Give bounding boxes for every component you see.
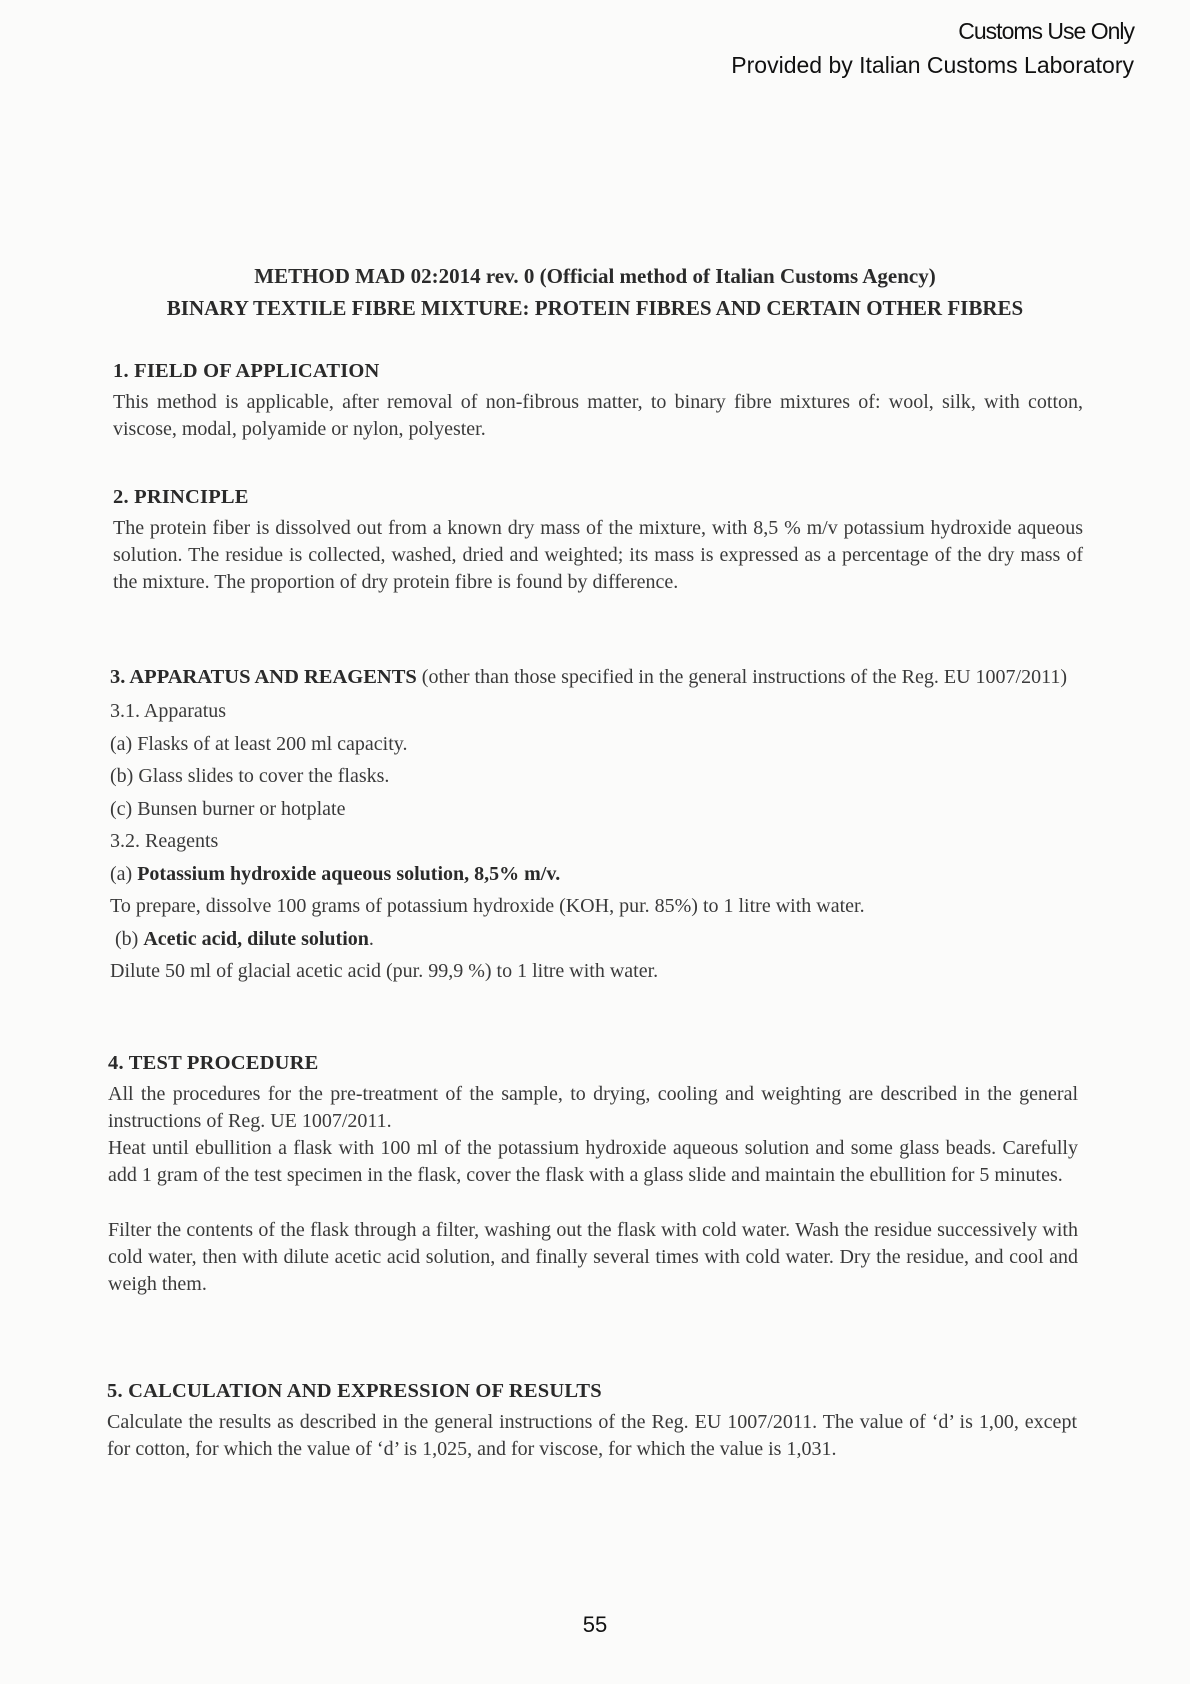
apparatus-label: 3.1. Apparatus xyxy=(110,700,227,722)
procedure-paragraph-1: All the procedures for the pre-treatment of the sample, to drying, cooling and weighting are described in the general instructions of Reg. UE 1007/2011. xyxy=(108,1083,1078,1132)
customs-use-only-label: Customs Use Only xyxy=(958,18,1134,44)
section-field-of-application xyxy=(113,358,1083,443)
reagent-b-suffix: . xyxy=(368,927,374,950)
document-title xyxy=(0,260,1190,324)
section-text: This method is applicable, after removal of non-fibrous matter, to binary fibre mixtures of: wool, silk, with cotton, viscose, modal, polyamide or nylon, polyester. xyxy=(113,391,1083,440)
procedure-paragraph-2: Heat until ebullition a flask with 100 ml of the potassium hydroxide aqueous solution and some glass beads. Carefully add 1 gram of the test specimen in the flask, cover the flask with a glass slide and maintain the ebullition for 5 minutes. xyxy=(108,1137,1078,1186)
reagent-b xyxy=(110,923,1080,956)
section-test-procedure xyxy=(108,1050,1078,1298)
apparatus-item: (c) Bunsen burner or hotplate xyxy=(110,797,346,820)
section-heading: 2. PRINCIPLE xyxy=(113,486,249,508)
reagent-a-text: To prepare, dissolve 100 grams of potassium hydroxide (KOH, pur. 85%) to 1 litre with water. xyxy=(110,895,865,917)
title-line-2: BINARY TEXTILE FIBRE MIXTURE: PROTEIN FIBRES AND CERTAIN OTHER FIBRES xyxy=(166,296,1024,320)
section-heading-note: (other than those specified in the general instructions of the Reg. EU 1007/2011) xyxy=(416,666,1067,688)
section-heading: 4. TEST PROCEDURE xyxy=(108,1052,319,1074)
reagent-a-prefix: (a) xyxy=(110,862,138,885)
reagents-label: 3.2. Reagents xyxy=(110,830,219,852)
section-text: Calculate the results as described in the general instructions of the Reg. EU 1007/2011. The value of ‘d’ is 1,00, except for cotton, for which the value of ‘d’ is 1,025, and for viscose, for which the value is 1,031. xyxy=(107,1411,1077,1460)
section-principle xyxy=(113,484,1083,596)
section-apparatus-and-reagents xyxy=(110,664,1080,988)
reagent-b-prefix: (b) xyxy=(110,927,144,950)
section-heading: 1. FIELD OF APPLICATION xyxy=(113,360,380,382)
reagent-b-name: Acetic acid, dilute solution xyxy=(143,927,369,950)
reagent-b-text: Dilute 50 ml of glacial acetic acid (pur. 99,9 %) to 1 litre with water. xyxy=(110,960,659,982)
section-heading: 5. CALCULATION AND EXPRESSION OF RESULTS xyxy=(107,1380,602,1402)
page-header xyxy=(731,14,1134,82)
reagent-a-name: Potassium hydroxide aqueous solution, 8,5% m/v. xyxy=(137,862,561,885)
section-heading: 3. APPARATUS AND REAGENTS xyxy=(110,666,417,688)
procedure-paragraph-3: Filter the contents of the flask through a filter, washing out the flask with cold water. Wash the residue successively with cold water, then with dilute acetic acid solution, and finally several times with cold water. Dry the residue, and cool and weigh them. xyxy=(108,1219,1078,1295)
apparatus-item: (b) Glass slides to cover the flasks. xyxy=(110,765,390,787)
title-line-1: METHOD MAD 02:2014 rev. 0 (Official method of Italian Customs Agency) xyxy=(254,264,936,288)
section-heading-line xyxy=(110,664,1080,691)
reagent-a xyxy=(110,858,1080,891)
provider-label: Provided by Italian Customs Laboratory xyxy=(731,52,1134,78)
apparatus-item: (a) Flasks of at least 200 ml capacity. xyxy=(110,732,408,755)
section-text: The protein fiber is dissolved out from a known dry mass of the mixture, with 8,5 % m/v potassium hydroxide aqueous solution. The residue is collected, washed, dried and weighted; its mass is expressed as a percentage of the dry mass of the mixture. The proportion of dry protein fibre is found by difference. xyxy=(113,517,1083,593)
page-number: 55 xyxy=(582,1612,608,1637)
section-calculation xyxy=(107,1378,1077,1463)
